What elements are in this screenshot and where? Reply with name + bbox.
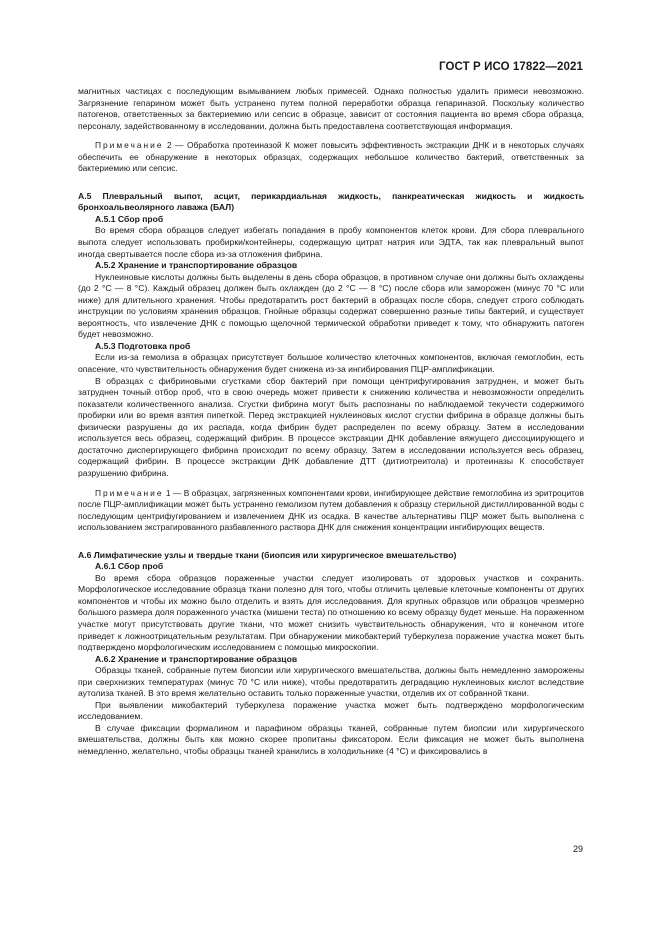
note-label: Примечание: [95, 487, 164, 498]
paragraph: В образцах с фибриновыми сгустками сбор бактерий при помощи центрифугирования затруднен, и может быть затруднен точный отбор проб, что в свою очередь может привести к снижению количества и невозможности определить показатели количественного анализа. Сгустки фибрина могут быть распознаны по наблюдаемой текучести содержимого пробирки или во время взятия пипеткой. Перед экстракцией нуклеиновых кислот сгустки фибрина в образце должны быть физически разрушены до их распада, когда фибрин будет распределен по всему образцу. Затем в исследовании используется весь образец, содержащий фибрин. В процессе экстракции ДНК добавление вяжущего диссоциирующего и достаточно диспергирующего фибрина происходит по всему образцу. Затем в исследовании используется весь образец, содержащий фибрин. В процессе экстракции ДНК добавление ДТТ (дитиотреитола) и протеиназы К способствует разрушению фибрина.: [78, 375, 584, 478]
subsection-heading-a62: А.6.2 Хранение и транспортирование образцов: [95, 653, 298, 664]
paragraph: Образцы тканей, собранные путем биопсии или хирургического вмешательства, должны быть немедленно заморожены при сверхнизких температурах (минус 70 °С или ниже), чтобы предотвратить деградацию нуклеиновых кислот вследствие аутолиза тканей. В это время желательно оставить только пораженные участки, отделив их от собранной ткани.: [78, 665, 584, 699]
note-text: 1 — В образцах, загрязненных компонентами крови, ингибирующее действие гемоглобина из эритроцитов после ПЦР-амплификации может быть устранено гемолизом путем добавления к образцу стерильной дистиллированной воды с последующим центрифугированием и извлечением ДНК из осадка. В качестве альтернативы ПЦР может быть выполнена с использованием экстрагированного разбавленного раствора ДНК для снижения концентрации ингибирующих веществ.: [78, 487, 584, 533]
paragraph: магнитных частицах с последующим вымыванием любых примесей. Однако полностью удалить примеси невозможно. Загрязнение гепарином может быть устранено путем полной переработки образца гепариназой. Поскольку количество патогенов, ответственных за бактериемию или сепсис в образце, зависит от состояния пациента во время сбора образца, персоналу, задействованному в исследовании, должна быть предоставлена соответствующая информация.: [78, 86, 584, 131]
note-label: Примечание: [95, 140, 164, 151]
section-heading-a5: А.5 Плевральный выпот, асцит, перикардиальная жидкость, панкреатическая жидкость и жидкость бронхоальвеолярного лаважа (БАЛ): [78, 190, 584, 213]
paragraph: Во время сбора образцов следует избегать попадания в пробу компонентов клеток крови. Для сбора плеврального выпота следует использовать пробирки/контейнеры, содержащую цитрат натрия или ЭДТА, так как плевральный выпот иногда свертывается после сбора из-за отложения фибрина.: [78, 225, 584, 259]
subsection-heading-a53: А.5.3 Подготовка проб: [95, 340, 191, 351]
paragraph: При выявлении микобактерий туберкулеза поражение участка может быть подтверждено морфологическим исследованием.: [78, 699, 584, 722]
note-2: [78, 140, 584, 175]
note-1: [78, 488, 584, 534]
note-text: 2 — Обработка протеиназой К может повысить эффективность экстракции ДНК и в некоторых случаях обеспечить ее обнаружение в некоторых образцах, содержащих небольшое количество бактерий, ответственных за бактериемию или сепсис.: [78, 140, 584, 174]
subsection-heading-a51: А.5.1 Сбор проб: [95, 213, 164, 224]
standard-header: ГОСТ Р ИСО 17822—2021: [438, 61, 583, 73]
paragraph: Нуклеиновые кислоты должны быть выделены в день сбора образцов, в противном случае они должны быть охлаждены (до 2 °С — 8 °С). Каждый образец должен быть охлажден (до 2 °С — 8 °С) после сбора или заморожен (минус 70 °С или ниже) для длительного хранения. Чтобы предотвратить рост бактерий в образцах после сбора, следует строго соблюдать инструкции по условиям хранения образцов. Гнойные образцы содержат совершенно разные типы бактерий, и существует вероятность, что извлечение ДНК с помощью щелочной термической обработки приведет к тому, что обнаружить патоген будет невозможно.: [78, 271, 584, 340]
paragraph: В случае фиксации формалином и парафином образцы тканей, собранные путем биопсии или хирургического вмешательства, должны быть как можно скорее пропитаны фиксатором. Если фиксация не может быть выполнена немедленно, желательно, чтобы образцы тканей хранились в холодильнике (4 °С) и фиксировались в: [78, 722, 584, 756]
paragraph: Если из-за гемолиза в образцах присутствует большое количество клеточных компонентов, включая гемоглобин, есть опасение, что чувствительность обнаружения будет снижена из-за ингибирования ПЦР-амплификации.: [78, 352, 584, 375]
subsection-heading-a52: А.5.2 Хранение и транспортирование образцов: [95, 260, 298, 271]
document-body: [78, 86, 584, 758]
page-number: 29: [572, 844, 583, 854]
paragraph: Во время сбора образцов пораженные участки следует изолировать от здоровых участков и сохранить. Морфологическое исследование образца ткани полезно для того, чтобы отличить целевые клеточные компоненты от других компонентов и чтобы их можно было отделить и взять для исследования. Для крупных образцов или образцов чрезмерно большого размера доля пораженного участка (мишени теста) по отношению ко всему образцу будет меньше. На пораженном участке могут присутствовать другие ткани, что может снизить чувствительность обнаружения, что в конечном итоге приведет к ложноотрицательным результатам. При обнаружении микобактерий туберкулеза поражение участка может быть подтверждено морфологическим исследованием с помощью микроскопии.: [78, 572, 584, 653]
section-heading-a6: А.6 Лимфатические узлы и твердые ткани (биопсия или хирургическое вмешательство): [78, 549, 457, 560]
subsection-heading-a61: А.6.1 Сбор проб: [95, 561, 164, 572]
